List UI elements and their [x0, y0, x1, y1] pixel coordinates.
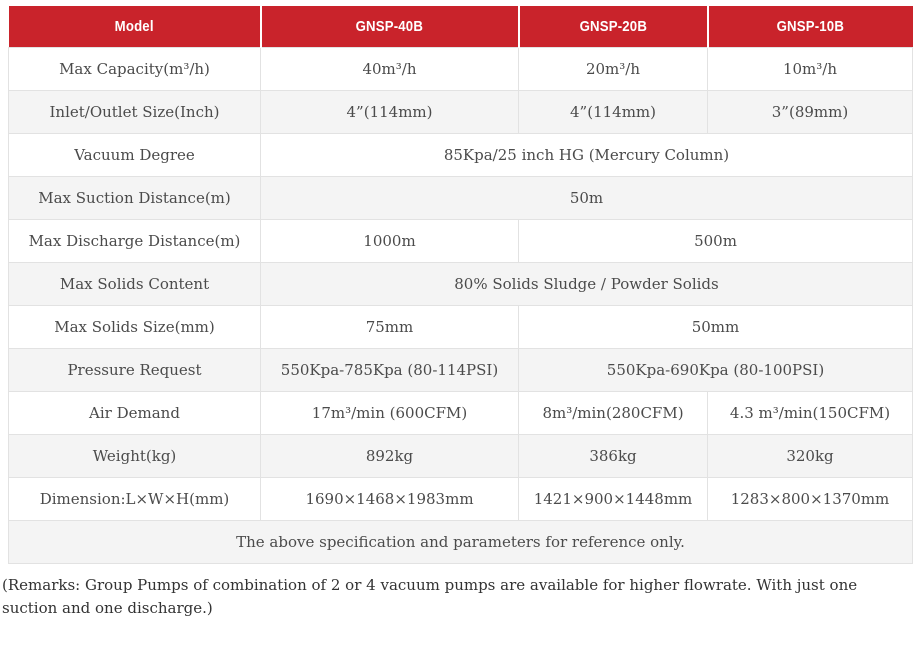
row-label: Max Solids Content: [9, 263, 261, 306]
row-value: 1000m: [261, 220, 519, 263]
header-label: Model: [114, 18, 154, 35]
row-value: 50mm: [519, 306, 913, 349]
row-value: 1421×900×1448mm: [519, 478, 708, 521]
table-row-weight: [9, 435, 913, 478]
row-label: Max Solids Size(mm): [9, 306, 261, 349]
header-cell-model: [9, 6, 261, 48]
row-value: 892kg: [261, 435, 519, 478]
table-row-max-discharge-distance: [9, 220, 913, 263]
remarks-note: (Remarks: Group Pumps of combination of 2 or 4 vacuum pumps are available for higher flowrate. With just one suction and one discharge.): [2, 576, 858, 618]
row-value: 4”(114mm): [519, 91, 708, 134]
table-row-inlet-outlet-size: [9, 91, 913, 134]
row-value: 550Kpa-785Kpa (80-114PSI): [261, 349, 519, 392]
row-value: 85Kpa/25 inch HG (Mercury Column): [261, 134, 913, 177]
table-row-max-solids-content: [9, 263, 913, 306]
row-value: 75mm: [261, 306, 519, 349]
row-label: Weight(kg): [9, 435, 261, 478]
table-row-max-suction-distance: [9, 177, 913, 220]
row-label: Inlet/Outlet Size(Inch): [9, 91, 261, 134]
header-label: GNSP-10B: [776, 18, 845, 35]
row-label: Max Discharge Distance(m): [9, 220, 261, 263]
row-value: 40m³/h: [261, 48, 519, 91]
row-value: 1690×1468×1983mm: [261, 478, 519, 521]
table-row-dimension: [9, 478, 913, 521]
row-value: 320kg: [708, 435, 913, 478]
row-label: Vacuum Degree: [9, 134, 261, 177]
row-value: 500m: [519, 220, 913, 263]
row-label: Dimension:L×W×H(mm): [9, 478, 261, 521]
row-value: 80% Solids Sludge / Powder Solids: [261, 263, 913, 306]
table-row-max-capacity: [9, 48, 913, 91]
header-row: [9, 6, 913, 48]
header-label: GNSP-20B: [579, 18, 647, 35]
spec-table: [8, 6, 913, 564]
row-value: 1283×800×1370mm: [708, 478, 913, 521]
table-row-air-demand: [9, 392, 913, 435]
header-label: GNSP-40B: [355, 18, 424, 35]
table-row-max-solids-size: [9, 306, 913, 349]
row-value: 10m³/h: [708, 48, 913, 91]
row-value: 8m³/min(280CFM): [519, 392, 708, 435]
table-footer-note: The above specification and parameters for reference only.: [9, 521, 913, 564]
row-value: 4.3 m³/min(150CFM): [708, 392, 913, 435]
row-value: 550Kpa-690Kpa (80-100PSI): [519, 349, 913, 392]
row-value: 50m: [261, 177, 913, 220]
row-label: Max Capacity(m³/h): [9, 48, 261, 91]
row-value: 386kg: [519, 435, 708, 478]
table-row-pressure-request: [9, 349, 913, 392]
header-cell-gnsp-40b: [261, 6, 519, 48]
header-cell-gnsp-20b: [519, 6, 708, 48]
table-footer-row: [9, 521, 913, 564]
row-label: Air Demand: [9, 392, 261, 435]
row-value: 17m³/min (600CFM): [261, 392, 519, 435]
row-value: 3”(89mm): [708, 91, 913, 134]
row-value: 4”(114mm): [261, 91, 519, 134]
row-label: Max Suction Distance(m): [9, 177, 261, 220]
row-label: Pressure Request: [9, 349, 261, 392]
table-row-vacuum-degree: [9, 134, 913, 177]
row-value: 20m³/h: [519, 48, 708, 91]
header-cell-gnsp-10b: [708, 6, 913, 48]
